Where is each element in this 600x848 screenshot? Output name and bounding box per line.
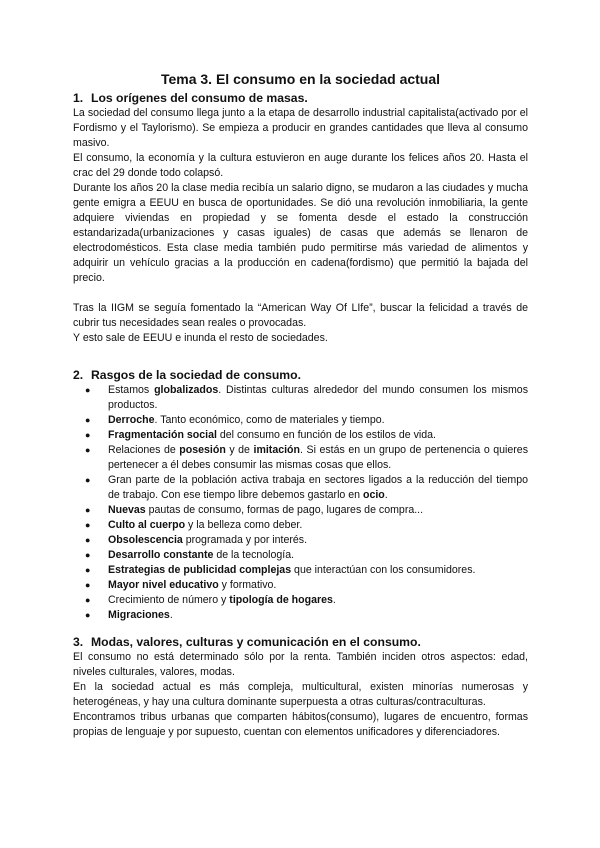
trait-list-item	[85, 413, 528, 428]
trait-list-item	[85, 578, 528, 593]
trait-list-item	[85, 593, 528, 608]
document-content	[73, 70, 528, 740]
trait-text: . Tanto económico, como de materiales y tiempo.	[154, 414, 385, 426]
section-3-heading-text: Modas, valores, culturas y comunicación en el consumo.	[91, 635, 421, 649]
trait-text: .	[169, 609, 173, 621]
trait-list-item	[85, 533, 528, 548]
trait-list-item	[85, 563, 528, 578]
bullet-dot-icon: ●	[85, 550, 91, 560]
bullet-dot-icon: ●	[85, 505, 91, 515]
trait-text: de la tecnología.	[213, 549, 295, 561]
section-1-heading	[73, 90, 528, 106]
trait-keyword: tipología de hogares	[229, 594, 333, 606]
trait-text: que interactúan con los consumidores.	[291, 564, 476, 576]
trait-list-item	[85, 428, 528, 443]
trait-text: . Si estás en un grupo de pertenencia o quieres pertenecer a él debes consumir las mismas cosas que ellos.	[108, 444, 528, 471]
trait-text: . Distintas culturas alrededor del mundo consumen los mismos productos.	[108, 384, 528, 411]
bullet-dot-icon: ●	[85, 415, 91, 425]
spacer	[73, 623, 528, 634]
section-1-number: 1.	[73, 91, 84, 105]
section-1-paragraph: La sociedad del consumo llega junto a la etapa de desarrollo industrial capitalista(activado por el Fordismo y el Taylorismo). Se empieza a producir en grandes cantidades que lleva al consumo masivo.	[73, 107, 528, 149]
trait-text: Estamos	[108, 384, 155, 396]
document-title: Tema 3. El consumo en la sociedad actual	[160, 71, 441, 87]
trait-keyword: ocio	[363, 489, 385, 501]
bullet-dot-icon: ●	[85, 610, 91, 620]
trait-text: Gran parte de la población activa trabaja en sectores ligados a la reducción del tiempo de trabajo. Con ese tiempo libre debemos gastarlo en	[108, 474, 528, 501]
trait-list-item	[85, 608, 528, 623]
spacer	[73, 286, 528, 301]
spacer	[73, 346, 528, 361]
trait-list-item	[85, 383, 528, 413]
trait-text: Relaciones de	[108, 444, 180, 456]
bullet-dot-icon: ●	[85, 445, 91, 455]
trait-keyword: Fragmentación social	[108, 429, 217, 441]
traits-list	[73, 383, 528, 623]
trait-text: y la belleza como deber.	[185, 519, 303, 531]
trait-keyword: Migraciones	[108, 609, 170, 621]
trait-text: del consumo en función de los estilos de vida.	[216, 429, 436, 441]
trait-text: Crecimiento de número y	[108, 594, 230, 606]
section-3-number: 3.	[73, 635, 84, 649]
trait-list-item	[85, 518, 528, 533]
section-3-paragraph: Encontramos tribus urbanas que comparten hábitos(consumo), lugares de encuentro, formas propias de lenguaje y por supuesto, cuentan con elementos unificadores y diferenciadores.	[73, 711, 528, 738]
section-1-paragraph: Y esto sale de EEUU e inunda el resto de sociedades.	[73, 332, 328, 344]
trait-keyword: Mayor nivel educativo	[108, 579, 219, 591]
section-3-paragraph: En la sociedad actual es más compleja, multicultural, existen minorías numerosas y heterogéneas, y hay una cultura dominante superpuesta a otras culturas/contraculturas.	[73, 681, 528, 708]
trait-keyword: imitación	[253, 444, 301, 456]
bullet-dot-icon: ●	[85, 595, 91, 605]
section-2-number: 2.	[73, 368, 84, 382]
trait-list-item	[85, 503, 528, 518]
trait-text: y formativo.	[218, 579, 277, 591]
trait-keyword: Desarrollo constante	[108, 549, 214, 561]
trait-text: programada y por interés.	[182, 534, 308, 546]
section-1-paragraph: El consumo, la economía y la cultura estuvieron en auge durante los felices años 20. Hasta el crac del 29 donde todo colapsó.	[73, 152, 528, 179]
bullet-dot-icon: ●	[85, 385, 91, 395]
section-2-heading-text: Rasgos de la sociedad de consumo.	[91, 368, 301, 382]
section-1-heading-text: Los orígenes del consumo de masas.	[91, 91, 308, 105]
trait-keyword: globalizados	[154, 384, 219, 396]
trait-keyword: posesión	[179, 444, 226, 456]
trait-text: y de	[225, 444, 254, 456]
bullet-dot-icon: ●	[85, 475, 91, 485]
section-3-heading	[73, 634, 528, 650]
bullet-dot-icon: ●	[85, 565, 91, 575]
trait-list-item	[85, 548, 528, 563]
section-1-paragraph: Tras la IIGM se seguía fomentado la “American Way Of LIfe”, buscar la felicidad a través de cubrir tus necesidades sean reales o provocadas.	[73, 302, 528, 329]
section-3-paragraph: El consumo no está determinado sólo por la renta. También inciden otros aspectos: edad, niveles culturales, valores, modas.	[73, 651, 528, 678]
trait-list-item	[85, 443, 528, 473]
trait-text: pautas de consumo, formas de pago, lugares de compra...	[145, 504, 424, 516]
trait-keyword: Nuevas	[108, 504, 146, 516]
bullet-dot-icon: ●	[85, 430, 91, 440]
section-2-heading	[73, 367, 528, 383]
trait-keyword: Derroche	[108, 414, 155, 426]
bullet-dot-icon: ●	[85, 520, 91, 530]
trait-list-item	[85, 473, 528, 503]
trait-keyword: Estrategias de publicidad complejas	[108, 564, 292, 576]
trait-text: .	[384, 489, 388, 501]
trait-text: .	[332, 594, 336, 606]
trait-keyword: Obsolescencia	[108, 534, 183, 546]
bullet-dot-icon: ●	[85, 580, 91, 590]
trait-keyword: Culto al cuerpo	[108, 519, 186, 531]
bullet-dot-icon: ●	[85, 535, 91, 545]
section-1-paragraph: Durante los años 20 la clase media recibía un salario digno, se mudaron a las ciudades y mucha gente emigra a EEUU en busca de oportunidades. Se dió una revolución inmobiliaria, la gente adquiere viviendas en propiedad y se fomenta desde el estado la construcción estandarizada(urbanizaciones y casas iguales) de casas que además se llenaron de electrodomésticos. Esta clase media también pudo permitirse más variedad de alimentos y adquirir un vehículo gracias a la producción en cadena(fordismo) que permitió la bajada del precio.	[73, 182, 528, 284]
